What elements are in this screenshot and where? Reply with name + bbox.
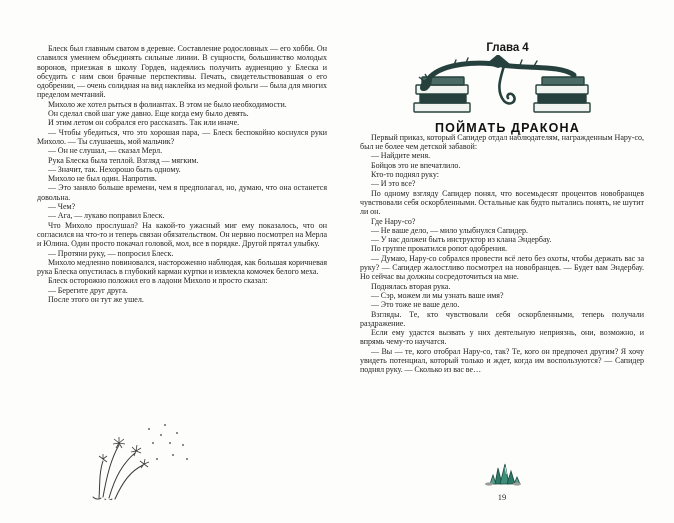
chapter-label: Глава 4: [486, 42, 529, 54]
paragraph: — Берегите друг друга.: [48, 285, 128, 295]
paragraph: — Ага, — лукаво поправил Блеск.: [48, 211, 165, 221]
right-page: [360, 44, 644, 375]
paragraph: Поднялась вторая рука.: [371, 281, 451, 291]
paragraph: Кто-то поднял руку:: [371, 170, 439, 180]
paragraph: — Не ваше дело, — мило улыбнулся Сапидер.: [371, 225, 529, 235]
paragraph: Где Нару-со?: [371, 216, 416, 226]
paragraph: И этим летом он собрался его рассказать. Так или иначе.: [48, 118, 240, 128]
paragraph: — Думаю, Нару-со собрался провести всё лето без охоты, чтобы держать вас за руку? — Сапидер жалостливо посмотрел на новобранцев. — Будет вам Эндербау. Но сейчас вы должны сосредоточиться на мне.: [360, 253, 644, 282]
paragraph: — Чем?: [48, 202, 76, 212]
paragraph: — Сэр, можем ли мы узнать ваше имя?: [371, 290, 504, 300]
paragraph: — Он не слушал, — сказал Мерл.: [48, 146, 163, 156]
paragraph: Взгляды. Те, кто чувствовали себя оскорбленными, теперь получали раздражение.: [360, 309, 644, 328]
paragraph: После этого он тут же ушел.: [48, 295, 144, 305]
paragraph: Блеск осторожно положил его в ладони Михоло и просто сказал:: [48, 276, 268, 286]
paragraph: Михоло же хотел рыться в фолиантах. В этом не было необходимости.: [48, 99, 287, 109]
paragraph: — Вы — те, кого отобрал Нару-со, так? Те, кого он предпочел другим? Я хочу увидеть потенциал, который только и ждет, когда им воспользуются? — Сапидер поднял руку. — Сколько из вас ве…: [360, 346, 644, 375]
paragraph: Если ему удастся вызвать у них деятельную неприязнь, они, возможно, и впрямь чему-то научатся.: [360, 328, 644, 347]
paragraph: — И это все?: [371, 179, 416, 189]
right-page-footer: [360, 462, 644, 502]
dandelion-illustration: [85, 415, 195, 505]
paragraph: — Значит, так. Нехорошо быть одному.: [48, 164, 181, 174]
paragraph: — Найдите меня.: [371, 151, 431, 161]
paragraph: По одному взгляду Сапидер понял, что восемьдесят процентов новобранцев чувствовали себя оскорбленными. Остальные как будто пытались понять, не шутит ли он.: [360, 188, 644, 217]
paragraph: Блеск был главным сватом в деревне. Составление родословных — его хобби. Он славился умением объединять сильные линии. В сущности, большинство молодых воронов, приезжая в школу Гордев, надеялись получить аудиенцию у Блеска и обсудить с ним свои брачные перспективы. Печать, свидетельствовавшая о его одобрении, — очень солидная на вид наклейка из медной фольги — была для многих пределом мечтаний.: [37, 44, 327, 100]
paragraph: Первый приказ, который Сапидер отдал наблюдателям, награжденным Нару-со, был не более чем детской забавой:: [360, 132, 644, 152]
paragraph: Рука Блеска была теплой. Взгляд — мягким.: [48, 155, 199, 165]
paragraph: Бойцов это не впечатлило.: [371, 160, 461, 170]
crystals-illustration: [360, 462, 644, 491]
chapter-title: ПОЙМАТЬ ДРАКОНА: [435, 120, 580, 135]
paragraph: Михоло медленно повиновался, настороженно наблюдая, как большая коричневая рука Блеска опустилась в глубокий карман куртки и извлекла комочек белого меха.: [37, 257, 327, 277]
left-page: [37, 44, 327, 304]
paragraph: — Чтобы убедиться, что это хорошая пара, — Блеск беспокойно коснулся руки Михоло. — Ты слушаешь, мой мальчик?: [37, 127, 327, 146]
paragraph: — Протяни руку, — попросил Блеск.: [48, 248, 174, 258]
paragraph: Он сделал свой шаг уже давно. Еще когда ему было девять.: [48, 109, 249, 119]
paragraph: Что Михоло прослушал? На какой-то ужасный миг ему показалось, что он согласился на что-то и теперь связан обязательством. Он нервно посмотрел на Мерла и Юлина. Один просто покачал головой, мол, все в порядке. Другой прятал улыбку.: [37, 220, 327, 249]
paragraph: — Это тоже не ваше дело.: [371, 300, 460, 310]
paragraph: По группе прокатился ропот одобрения.: [371, 244, 508, 254]
paragraph: — Это заняло больше времени, чем я предполагал, но, думаю, что она останется довольна.: [37, 183, 327, 202]
dragon-illustration: [360, 55, 644, 119]
page-number: 19: [497, 492, 507, 502]
paragraph: — У нас должен быть инструктор из клана Эндербау.: [371, 235, 552, 245]
paragraph: Михоло не был один. Напротив.: [48, 174, 157, 184]
